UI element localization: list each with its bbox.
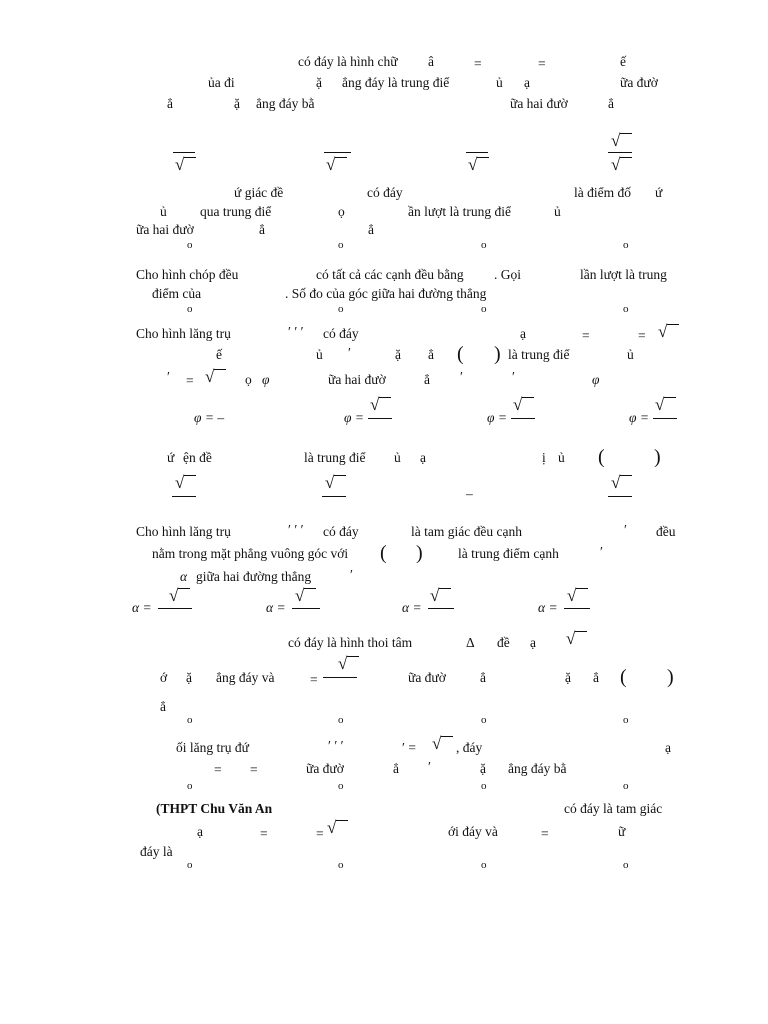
- fraction-bar: [564, 608, 590, 609]
- prime-mark: ′: [512, 369, 515, 384]
- q8-text: ′ =: [402, 740, 416, 755]
- open-parenthesis: (: [620, 666, 627, 688]
- sqrt-symbol: [295, 587, 317, 607]
- fraction-bar: [368, 418, 392, 419]
- fraction-bar: [173, 152, 195, 153]
- q6-text: Cho hình lăng trụ: [136, 524, 231, 539]
- q4-text: ẳ: [424, 372, 430, 387]
- prime-mark: ′: [428, 759, 431, 774]
- q7-text: ữa đườ: [408, 670, 446, 685]
- q2-text: ứ: [655, 185, 663, 200]
- q4-text: ữa hai đườ: [328, 372, 386, 387]
- q1-text: â: [428, 54, 434, 69]
- q1-text: ẳ: [608, 96, 614, 111]
- sqrt-symbol: [338, 655, 360, 675]
- q8-text: ối lăng trụ đứ: [176, 740, 249, 755]
- fraction-bar: [428, 608, 454, 609]
- fraction-bar: [158, 608, 192, 609]
- sqrt-symbol: [327, 819, 349, 839]
- q1-text: ặ: [234, 96, 240, 111]
- q2-text: ủ: [160, 204, 167, 219]
- fraction-bar: [653, 418, 677, 419]
- equals-sign: =: [582, 328, 590, 343]
- q3-text: Cho hình chóp đều: [136, 267, 239, 282]
- q8-text: ạ: [665, 740, 671, 755]
- degree-symbol: o: [338, 780, 344, 792]
- close-parenthesis: ): [416, 542, 423, 564]
- q2-text: ữa hai đườ: [136, 222, 194, 237]
- q5-option-c: –: [466, 486, 473, 501]
- q7-text: ẳ: [593, 670, 599, 685]
- prime-marks: ′ ′ ′: [288, 522, 304, 537]
- prime-mark: ′: [167, 369, 170, 384]
- q3-text: . Gọi: [494, 267, 521, 282]
- q2-text: ần lượt là trung điể: [408, 204, 511, 219]
- sqrt-symbol: [175, 474, 197, 494]
- q5-text: ứ: [167, 450, 175, 465]
- degree-symbol: o: [187, 714, 193, 726]
- q3-text: . Số đo của góc giữa hai đường thẳng: [285, 286, 487, 301]
- delta-symbol: Δ: [466, 635, 475, 650]
- q9-source-label: (THPT Chu Văn An: [156, 801, 273, 816]
- sqrt-symbol: [567, 587, 589, 607]
- degree-symbol: o: [623, 303, 629, 315]
- equals-sign: =: [250, 762, 258, 777]
- q8-text: ặ: [480, 761, 486, 776]
- equals-sign: =: [310, 672, 318, 687]
- equals-sign: =: [474, 56, 482, 71]
- q1-text: ữa hai đườ: [510, 96, 568, 111]
- sqrt-symbol: [205, 368, 227, 388]
- q7-text: có đáy là hình thoi tâm: [288, 635, 413, 650]
- q1-text: ủa đi: [208, 75, 235, 90]
- close-parenthesis: ): [667, 666, 674, 688]
- degree-symbol: o: [481, 303, 487, 315]
- phi-symbol: φ: [262, 372, 270, 387]
- q1-text: ạ: [524, 75, 530, 90]
- q4-text: ọ: [245, 372, 252, 387]
- prime-mark: ′: [350, 567, 353, 582]
- q4-text: Cho hình lăng trụ: [136, 326, 231, 341]
- q4-text: có đáy: [323, 326, 359, 341]
- degree-symbol: o: [481, 859, 487, 871]
- degree-symbol: o: [187, 859, 193, 871]
- q2-text: qua trung điể: [200, 204, 272, 219]
- q1-text: ẳng đáy bằ: [256, 96, 315, 111]
- q6-text: nằm trong mặt phẳng vuông góc với: [152, 546, 349, 561]
- q1-text: ặ: [316, 75, 322, 90]
- q2-text: ủ: [554, 204, 561, 219]
- close-parenthesis: ): [654, 446, 661, 468]
- close-parenthesis: ): [494, 343, 501, 365]
- sqrt-symbol: [175, 156, 197, 176]
- q1-text: ủ: [496, 75, 503, 90]
- sqrt-symbol: [430, 587, 452, 607]
- equals-sign: =: [638, 328, 646, 343]
- equals-sign: =: [538, 56, 546, 71]
- q3-text: điểm của: [152, 286, 202, 301]
- degree-symbol: o: [481, 239, 487, 251]
- degree-symbol: o: [187, 780, 193, 792]
- q7-text: ớ: [160, 670, 168, 685]
- q1-text: ế: [620, 54, 626, 69]
- q7-text: đề: [497, 635, 510, 650]
- sqrt-symbol: [169, 587, 191, 607]
- degree-symbol: o: [338, 303, 344, 315]
- prime-marks: ′ ′ ′: [288, 324, 304, 339]
- q6-text: là trung điểm cạnh: [458, 546, 559, 561]
- q4-option-a: φ = –: [194, 410, 225, 425]
- sqrt-symbol: [468, 156, 490, 176]
- q6-option-d: α =: [538, 600, 558, 615]
- open-parenthesis: (: [380, 542, 387, 564]
- q6-text: có đáy: [323, 524, 359, 539]
- fraction-bar: [323, 677, 357, 678]
- equals-sign: =: [316, 826, 324, 841]
- degree-symbol: o: [338, 714, 344, 726]
- degree-symbol: o: [481, 780, 487, 792]
- q3-text: lần lượt là trung: [580, 267, 667, 282]
- q5-text: là trung điể: [304, 450, 366, 465]
- sqrt-symbol: [655, 396, 677, 416]
- q4-option-c: φ =: [487, 410, 507, 425]
- degree-symbol: o: [187, 303, 193, 315]
- q4-option-d: φ =: [629, 410, 649, 425]
- equals-sign: =: [214, 762, 222, 777]
- phi-symbol: φ: [592, 372, 600, 387]
- q7-text: ặ: [186, 670, 192, 685]
- q8-text: ẳ: [393, 761, 399, 776]
- fraction-bar: [322, 496, 346, 497]
- q7-text: ặ: [565, 670, 571, 685]
- q9-text: ạ: [197, 824, 203, 839]
- degree-symbol: o: [623, 239, 629, 251]
- q9-text: có đáy là tam giác: [564, 801, 663, 816]
- q8-text: , đáy: [456, 740, 483, 755]
- degree-symbol: o: [338, 859, 344, 871]
- degree-symbol: o: [623, 859, 629, 871]
- sqrt-symbol: [325, 474, 347, 494]
- q2-text: là điểm đố: [574, 185, 631, 200]
- fraction-bar: [466, 152, 488, 153]
- q1-text: ẳng đáy là trung điể: [342, 75, 450, 90]
- q4-text: ủ: [627, 347, 634, 362]
- q6-option-a: α =: [132, 600, 152, 615]
- degree-symbol: o: [187, 239, 193, 251]
- sqrt-symbol: [432, 735, 454, 755]
- sqrt-symbol: [326, 156, 352, 176]
- q7-text: ẳ: [160, 699, 166, 714]
- q4-text: là trung điể: [508, 347, 570, 362]
- prime-mark: ′: [348, 345, 351, 360]
- sqrt-symbol: [566, 630, 588, 650]
- open-parenthesis: (: [598, 446, 605, 468]
- q2-text: có đáy: [367, 185, 403, 200]
- open-parenthesis: (: [457, 343, 464, 365]
- q1-text: ẳ: [167, 96, 173, 111]
- prime-marks: ′ ′ ′: [328, 738, 344, 753]
- degree-symbol: o: [338, 239, 344, 251]
- q7-text: ẳng đáy và: [216, 670, 275, 685]
- degree-symbol: o: [481, 714, 487, 726]
- q8-text: ẳng đáy bằ: [508, 761, 567, 776]
- sqrt-symbol: [611, 132, 633, 152]
- equals-sign: =: [186, 373, 194, 388]
- alpha-symbol: α: [180, 569, 188, 584]
- fraction-bar: [172, 496, 196, 497]
- q2-text: ứ giác đề: [234, 185, 284, 200]
- q4-option-b: φ =: [344, 410, 364, 425]
- q6-text: giữa hai đường thẳng: [196, 569, 312, 584]
- q9-text: ữ: [618, 824, 626, 839]
- q7-text: ẳ: [480, 670, 486, 685]
- fraction-bar: [608, 152, 632, 153]
- q5-text: ủ: [558, 450, 565, 465]
- q5-text: ạ: [420, 450, 426, 465]
- q4-text: ủ: [316, 347, 323, 362]
- q5-text: ện đề: [183, 450, 212, 465]
- q2-text: ẳ: [259, 222, 265, 237]
- prime-mark: ′: [460, 369, 463, 384]
- q5-text: ủ: [394, 450, 401, 465]
- q9-text: đáy là: [140, 844, 173, 859]
- equals-sign: =: [260, 826, 268, 841]
- q4-text: ạ: [520, 326, 526, 341]
- q2-text: ọ: [338, 204, 345, 219]
- q5-text: ị: [542, 450, 546, 465]
- sqrt-symbol: [658, 323, 680, 343]
- sqrt-symbol: [611, 474, 633, 494]
- sqrt-symbol: [370, 396, 392, 416]
- q4-text: ế: [216, 347, 222, 362]
- q6-option-c: α =: [402, 600, 422, 615]
- prime-mark: ′: [624, 522, 627, 537]
- sqrt-symbol: [513, 396, 535, 416]
- q4-text: ặ: [395, 347, 401, 362]
- q4-text: ẳ: [428, 347, 434, 362]
- q3-text: có tất cả các cạnh đều bằng: [316, 267, 464, 282]
- degree-symbol: o: [623, 714, 629, 726]
- q9-text: ới đáy và: [448, 824, 498, 839]
- fraction-bar: [292, 608, 320, 609]
- fraction-bar: [608, 496, 632, 497]
- q1-text: có đáy là hình chữ: [298, 54, 398, 69]
- q1-text: ữa đườ: [620, 75, 658, 90]
- q6-text: đều: [656, 524, 676, 539]
- q7-text: ạ: [530, 635, 536, 650]
- sqrt-symbol: [611, 156, 633, 176]
- q2-text: ẳ: [368, 222, 374, 237]
- degree-symbol: o: [623, 780, 629, 792]
- q8-text: ữa đườ: [306, 761, 344, 776]
- fraction-bar: [511, 418, 535, 419]
- q6-option-b: α =: [266, 600, 286, 615]
- q6-text: là tam giác đều cạnh: [411, 524, 522, 539]
- equals-sign: =: [541, 826, 549, 841]
- prime-mark: ′: [600, 544, 603, 559]
- fraction-bar: [324, 152, 351, 153]
